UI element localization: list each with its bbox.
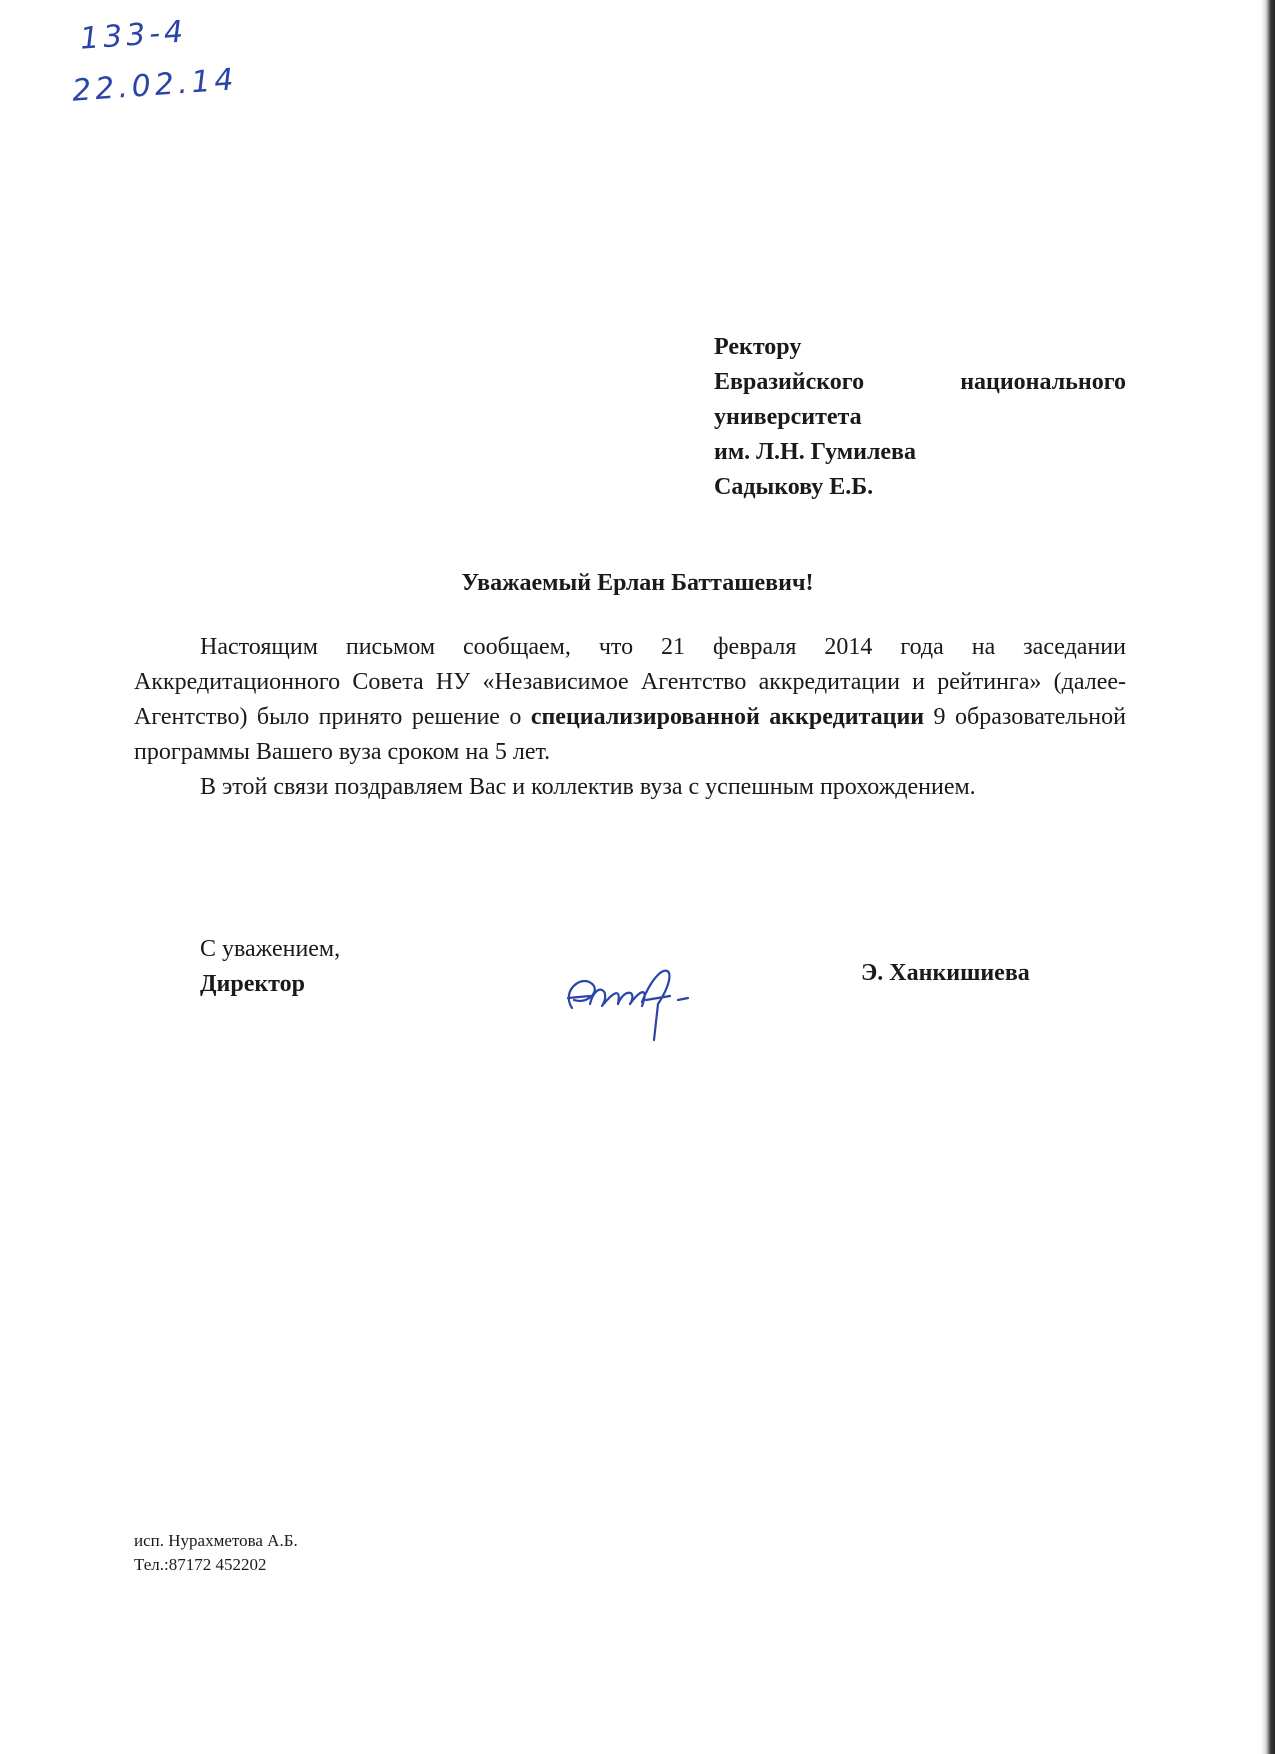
letter-body [134, 630, 1126, 805]
closing-regards: С уважением, [200, 936, 341, 962]
body-paragraph-2: В этой связи поздравляем Вас и коллектив вуза с успешным прохождением. [200, 774, 976, 800]
addressee-line-4: им. Л.Н. Гумилева [714, 439, 917, 465]
footer-phone: Тел.:87172 452202 [134, 1555, 267, 1574]
addressee-line-2 [714, 365, 1126, 400]
closing-position: Директор [200, 971, 305, 997]
body-paragraph-1-part-2: 9 образовательной программы Вашего вуза сроком на 5 лет. [134, 704, 1126, 765]
addressee-line-2-word-1: Евразийского [714, 369, 865, 395]
addressee-line-5: Садыкову Е.Б. [714, 474, 874, 500]
closing-block [200, 932, 340, 1002]
addressee-line-2-word-2: национального [960, 369, 1126, 395]
registration-date: 22.02.14 [70, 62, 239, 109]
registration-number: 133-4 [78, 14, 189, 57]
scan-edge-shadow [1261, 0, 1275, 1754]
body-paragraph-1-part-1: Настоящим письмом сообщаем, что 21 февраля 2014 года на заседании Аккредитационного Совета НУ «Независимое Агентство аккредитации и рейтинга» (далее-Агентство) было принято решение о [134, 634, 1126, 730]
body-paragraph-1-bold: специализированной аккредитации [530, 704, 925, 730]
body-paragraph-1 [134, 630, 1126, 770]
addressee-block [714, 330, 1126, 505]
signer-name: Э. Ханкишиева [861, 960, 1030, 986]
salutation: Уважаемый Ерлан Батташевич! [461, 570, 814, 596]
addressee-line-1: Ректору [714, 334, 802, 360]
signature-image [550, 950, 710, 1045]
addressee-line-3: университета [714, 404, 862, 430]
footer-executor: исп. Нурахметова А.Б. [134, 1531, 298, 1550]
footer-block [134, 1529, 298, 1577]
